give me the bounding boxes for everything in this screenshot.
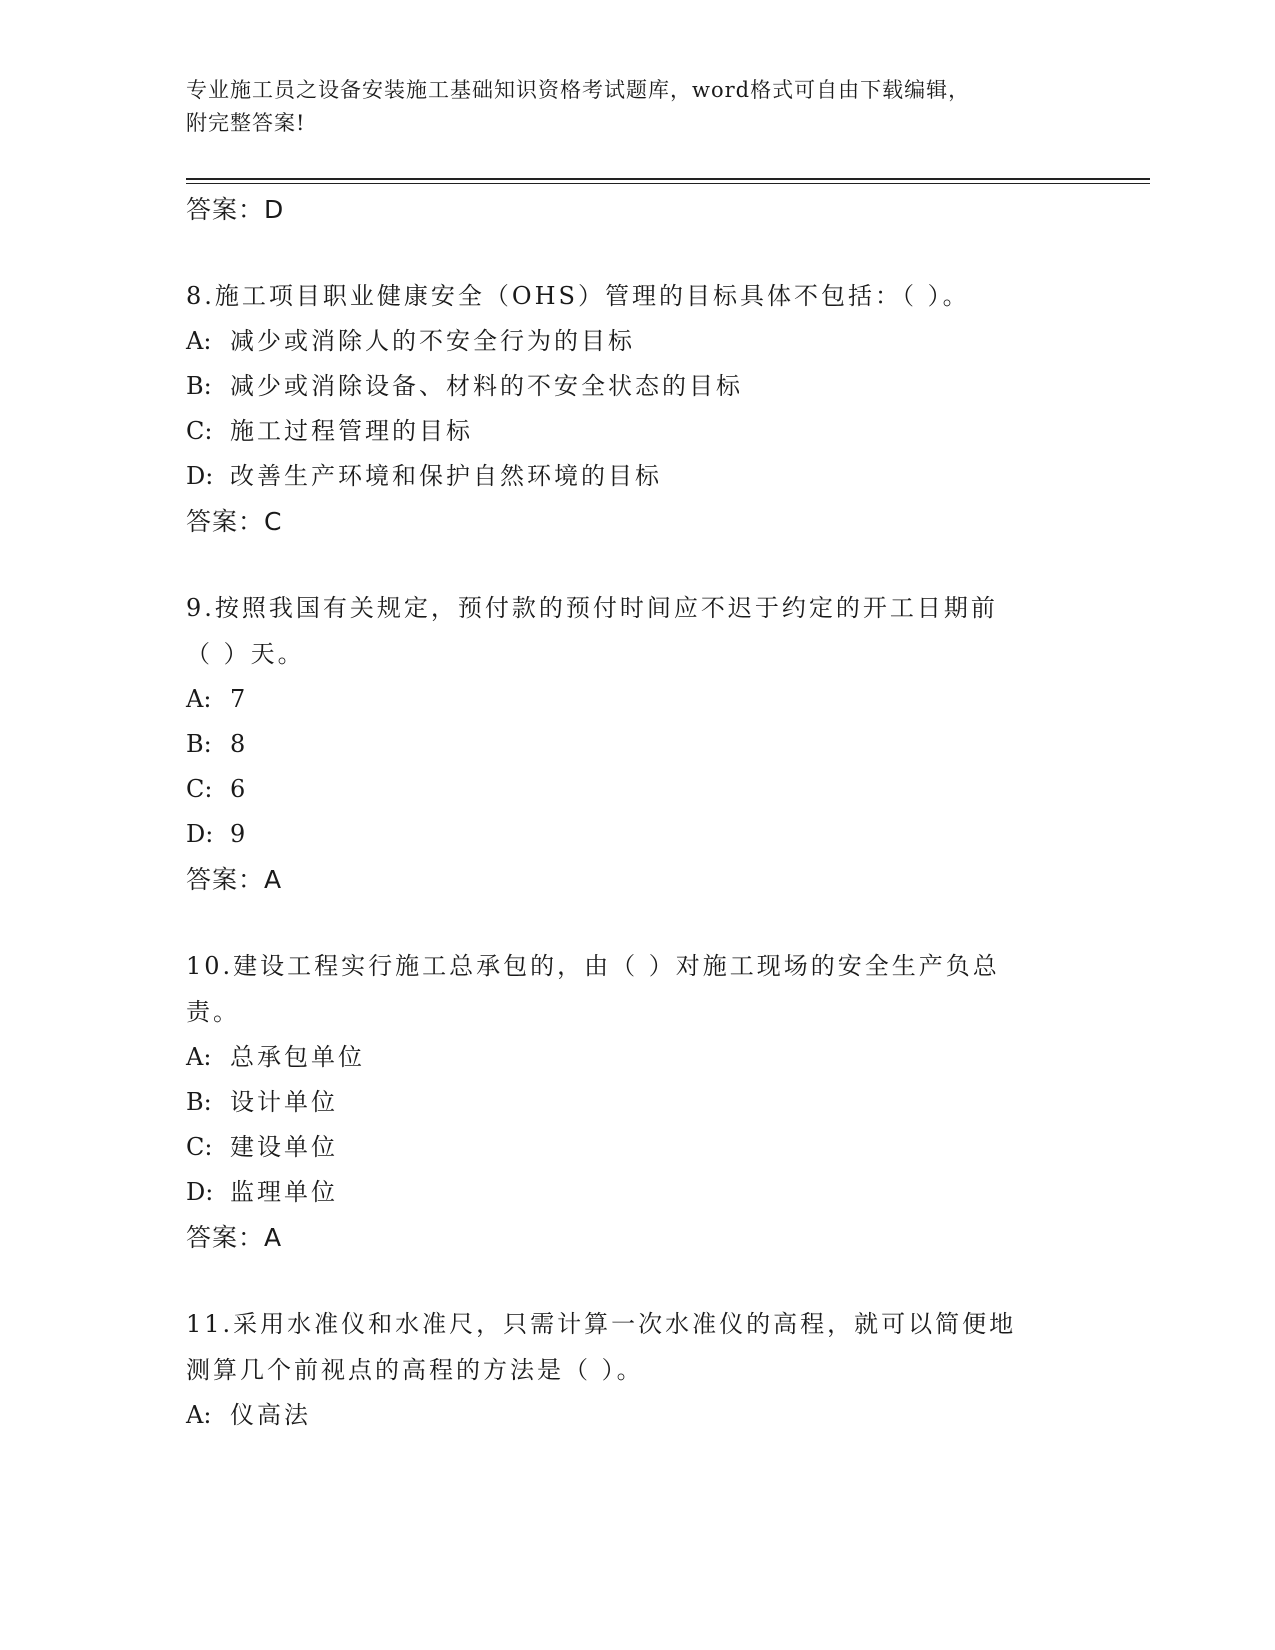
option-letter: A: xyxy=(186,1401,212,1429)
option-text: 9 xyxy=(230,820,249,848)
header-divider xyxy=(186,178,1150,180)
option-a xyxy=(186,677,1086,722)
option-a xyxy=(186,319,1086,364)
option-letter: A: xyxy=(186,685,212,713)
answer-line: 答案：A xyxy=(186,1223,283,1252)
option-a xyxy=(186,1035,1086,1080)
option-a xyxy=(186,1393,1086,1438)
option-text: 减少或消除人的不安全行为的目标 xyxy=(230,327,635,355)
question-stem xyxy=(186,585,1086,677)
header-divider-thin xyxy=(186,183,1150,184)
question-stem-line: 9.按照我国有关规定，预付款的预付时间应不迟于约定的开工日期前 xyxy=(186,594,998,622)
option-b xyxy=(186,722,1086,767)
header-line-1: 专业施工员之设备安装施工基础知识资格考试题库，word格式可自由下载编辑， xyxy=(186,78,971,102)
question-stem-line: （ ）天。 xyxy=(186,640,305,668)
option-text: 6 xyxy=(230,775,249,803)
option-letter: B: xyxy=(186,1088,212,1116)
question-stem-line: 10.建设工程实行施工总承包的，由（ ）对施工现场的安全生产负总 xyxy=(186,952,1000,980)
option-c xyxy=(186,767,1086,812)
option-b xyxy=(186,1080,1086,1125)
question-stem-line: 8.施工项目职业健康安全（OHS）管理的目标具体不包括：（ ）。 xyxy=(186,282,970,310)
question-11 xyxy=(186,1301,1086,1438)
option-d xyxy=(186,1170,1086,1215)
option-letter: A: xyxy=(186,327,212,355)
option-letter: D: xyxy=(186,1178,214,1206)
option-text: 设计单位 xyxy=(230,1088,338,1116)
option-letter: D: xyxy=(186,462,214,490)
question-9 xyxy=(186,585,1086,902)
option-text: 总承包单位 xyxy=(230,1043,365,1071)
document-header xyxy=(186,74,1086,140)
question-stem xyxy=(186,943,1086,1035)
question-10 xyxy=(186,943,1086,1260)
option-letter: A: xyxy=(186,1043,212,1071)
question-stem-line: 责。 xyxy=(186,998,240,1026)
question-8 xyxy=(186,273,1086,544)
question-stem-line: 11.采用水准仪和水准尺，只需计算一次水准仪的高程，就可以简便地 xyxy=(186,1310,1017,1338)
option-text: 监理单位 xyxy=(230,1178,338,1206)
question-list xyxy=(186,187,1086,1438)
question-stem xyxy=(186,273,1086,319)
option-text: 施工过程管理的目标 xyxy=(230,417,473,445)
header-line-2: 附完整答案! xyxy=(186,111,306,135)
option-text: 8 xyxy=(230,730,249,758)
option-letter: B: xyxy=(186,372,212,400)
question-stem-line: 测算几个前视点的高程的方法是（ ）。 xyxy=(186,1356,644,1384)
option-letter: C: xyxy=(186,417,213,445)
answer-line: 答案：C xyxy=(186,507,283,536)
option-d xyxy=(186,454,1086,499)
option-text: 7 xyxy=(230,685,249,713)
option-d xyxy=(186,812,1086,857)
option-letter: C: xyxy=(186,775,213,803)
option-letter: D: xyxy=(186,820,214,848)
option-text: 建设单位 xyxy=(230,1133,338,1161)
previous-answer: 答案：D xyxy=(186,195,285,224)
option-c xyxy=(186,1125,1086,1170)
option-letter: B: xyxy=(186,730,212,758)
option-c xyxy=(186,409,1086,454)
option-b xyxy=(186,364,1086,409)
answer-line: 答案：A xyxy=(186,865,283,894)
option-text: 改善生产环境和保护自然环境的目标 xyxy=(230,462,662,490)
option-letter: C: xyxy=(186,1133,213,1161)
question-stem xyxy=(186,1301,1086,1393)
option-text: 仪高法 xyxy=(230,1401,311,1429)
option-text: 减少或消除设备、材料的不安全状态的目标 xyxy=(230,372,743,400)
